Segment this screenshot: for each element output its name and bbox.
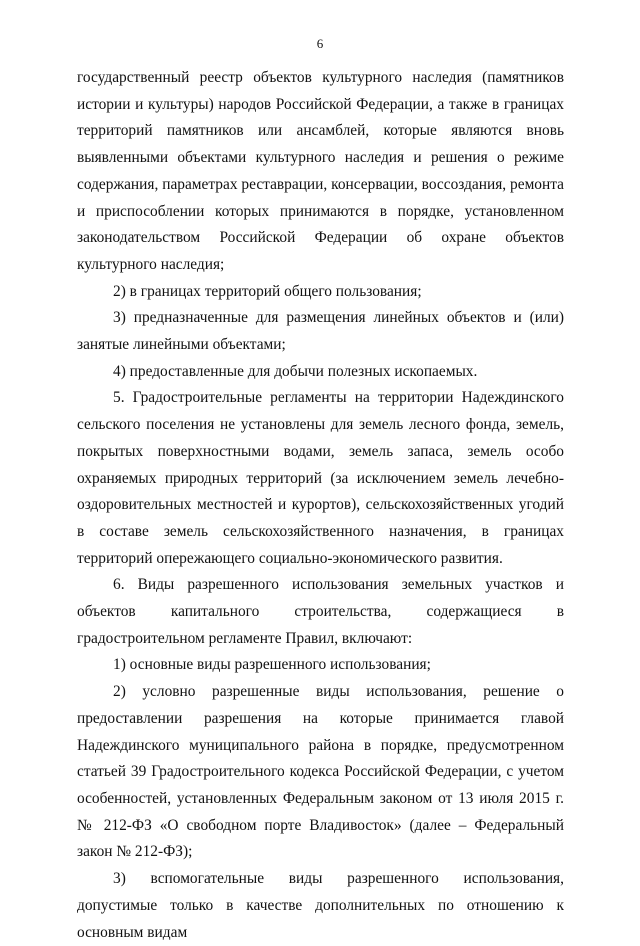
- paragraph-5: 5. Градостроительные регламенты на территории Надеждинского сельского поселения не установлены для земель лесного фонда, земель, покрытых поверхностными водами, земель запаса, земель особо охраняемых природных территорий (за исключением земель лечебно-оздоровительных местностей и курортов), сельскохозяйственных угодий в составе земель сельскохозяйственного назначения, в границах территорий опережающего социально-экономического развития.: [77, 389, 564, 567]
- page-number: 6: [316, 36, 324, 51]
- list-item-3: 3) предназначенные для размещения линейных объектов и (или) занятые линейными объектами;: [77, 309, 564, 354]
- list-item-2-conditional: 2) условно разрешенные виды использования, решение о предоставлении разрешения на которые принимается главой Надеждинского муниципального района в порядке, предусмотренном статьей 39 Градостроительного кодекса Российской Федерации, с учетом особенностей, установленных Федеральным законом от 13 июля 2015 г. № 212-ФЗ «О свободном порте Владивосток» (далее – Федеральный закон № 212-ФЗ);: [77, 683, 564, 861]
- document-body: [77, 65, 564, 946]
- paragraph-continuation: государственный реестр объектов культурного наследия (памятников истории и культуры) народов Российской Федерации, а также в границах территорий памятников или ансамблей, которые являются вновь выявленными объектами культурного наследия и решения о режиме содержания, параметрах реставрации, консервации, воссоздания, ремонта и приспособлении которых принимаются в порядке, установленном законодательством Российской Федерации об охране объектов культурного наследия;: [77, 69, 564, 273]
- list-item-3-auxiliary: 3) вспомогательные виды разрешенного использования, допустимые только в качестве дополнительных по отношению к основным видам: [77, 870, 564, 941]
- paragraph-6: 6. Виды разрешенного использования земельных участков и объектов капитального строительства, содержащиеся в градостроительном регламенте Правил, включают:: [77, 576, 564, 647]
- list-item-4: 4) предоставленные для добычи полезных ископаемых.: [113, 362, 478, 380]
- list-item-2: 2) в границах территорий общего пользования;: [113, 282, 422, 300]
- list-item-1: 1) основные виды разрешенного использования;: [113, 656, 431, 674]
